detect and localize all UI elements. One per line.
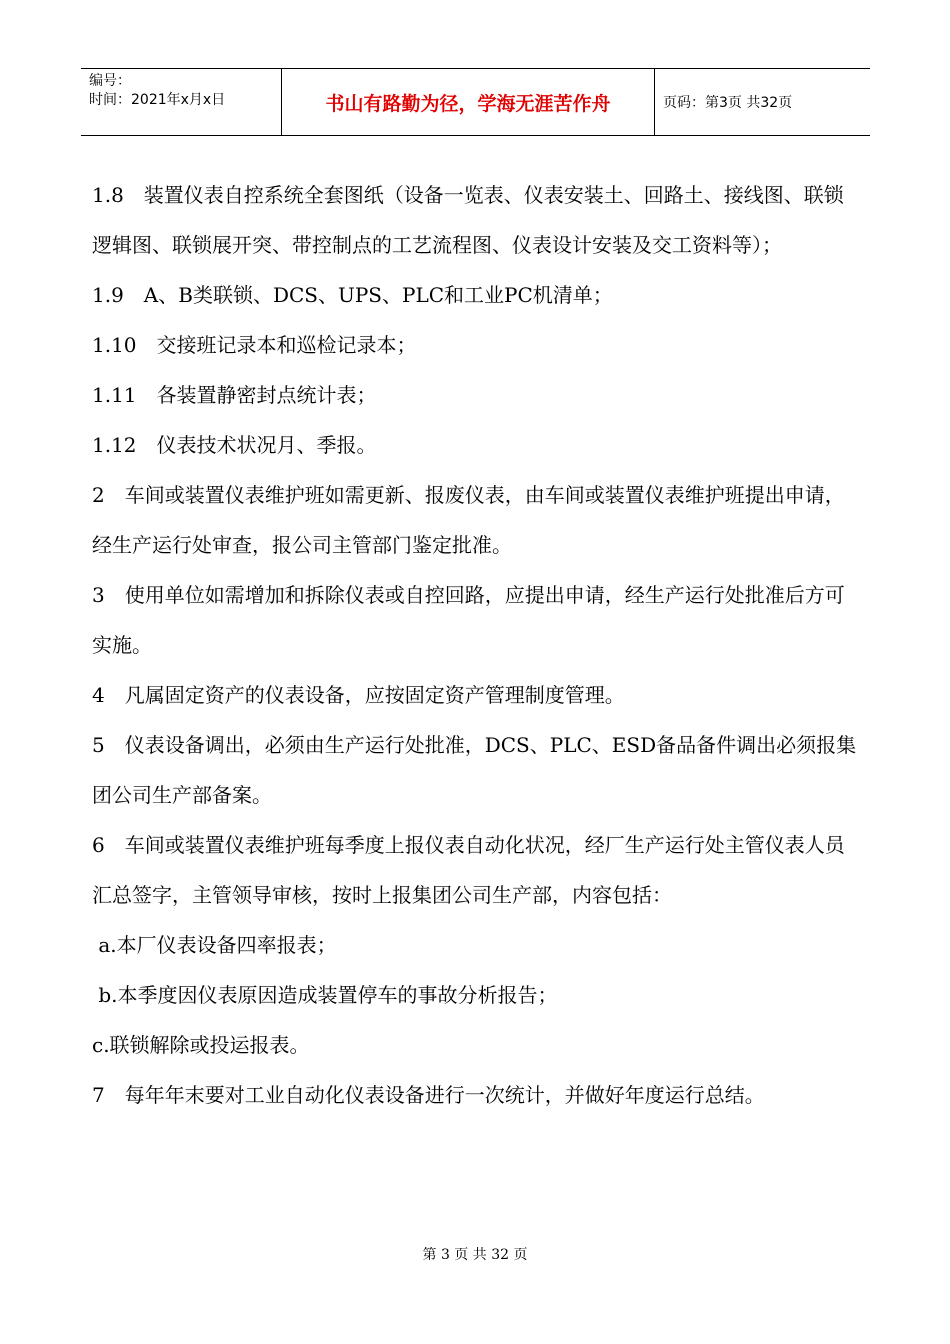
paragraph-6-a: a.本厂仪表设备四率报表；	[92, 933, 337, 957]
paragraph-1-8: 1.8 装置仪表自控系统全套图纸（设备一览表、仪表安装土、回路土、接线图、联锁逻辑图、联锁展开突、带控制点的工艺流程图、仪表设计安装及交工资料等）；	[92, 183, 844, 257]
paragraph-1-9: 1.9 A、B类联锁、DCS、UPS、PLC和工业PC机清单；	[92, 283, 613, 307]
paragraph-6-b: b.本季度因仪表原因造成装置停车的事故分析报告；	[92, 983, 558, 1007]
paragraph-1-11: 1.11 各装置静密封点统计表；	[92, 383, 377, 407]
paragraph-5: 5 仪表设备调出，必须由生产运行处批准，DCS、PLC、ESD备品备件调出必须报集团公司生产部备案。	[92, 733, 857, 807]
document-body	[92, 170, 862, 1120]
paragraph-6-c: c.联锁解除或投运报表。	[92, 1033, 310, 1057]
page-footer: 第 3 页 共 32 页	[422, 1247, 528, 1263]
document-number-label: 编号：	[89, 73, 131, 89]
paragraph-1-10: 1.10 交接班记录本和巡检记录本；	[92, 333, 417, 357]
header-meta	[81, 69, 282, 135]
document-date: 时间：2021年x月x日	[89, 92, 226, 108]
paragraph-7: 7 每年年末要对工业自动化仪表设备进行一次统计，并做好年度运行总结。	[92, 1083, 765, 1107]
paragraph-1-12: 1.12 仪表技术状况月、季报。	[92, 433, 377, 457]
paragraph-3: 3 使用单位如需增加和拆除仪表或自控回路，应提出申请，经生产运行处批准后方可实施。	[92, 583, 845, 657]
header-page-info: 页码：第3页 共32页	[663, 95, 793, 111]
paragraph-2: 2 车间或装置仪表维护班如需更新、报废仪表，由车间或装置仪表维护班提出申请，经生产运行处审查，报公司主管部门鉴定批准。	[92, 483, 845, 557]
paragraph-4: 4 凡属固定资产的仪表设备，应按固定资产管理制度管理。	[92, 683, 625, 707]
paragraph-6: 6 车间或装置仪表维护班每季度上报仪表自动化状况，经厂生产运行处主管仪表人员汇总签字，主管领导审核，按时上报集团公司生产部，内容包括：	[92, 833, 845, 907]
header-motto: 书山有路勤为径，学海无涯苦作舟	[282, 69, 655, 135]
page-header	[81, 68, 870, 136]
